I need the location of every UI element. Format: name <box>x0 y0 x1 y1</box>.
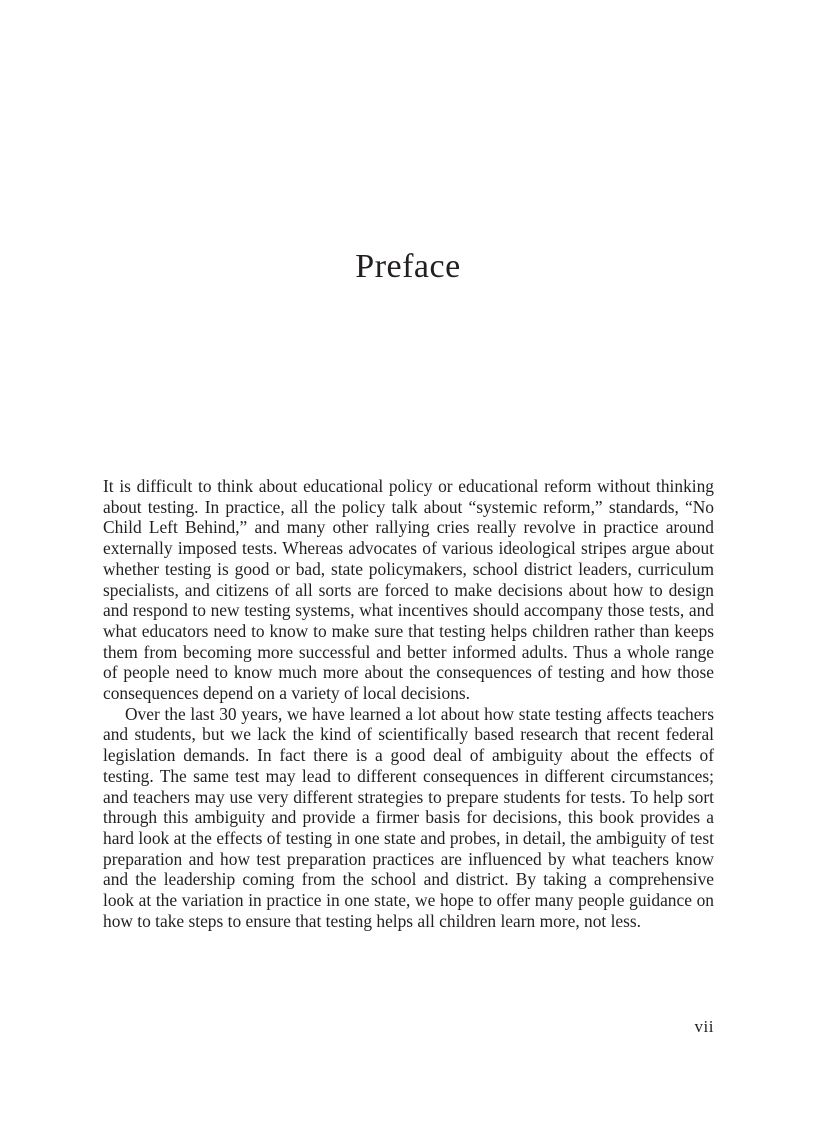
paragraph-2: Over the last 30 years, we have learned a lot about how state testing affects teachers and students, but we lack the kind of scientifically based research that recent federal legislation demands. In fact there is a good deal of ambiguity about the effects of testing. The same test may lead to different consequences in different circumstances; and teachers may use very different strategies to prepare students for tests. To help sort through this ambiguity and provide a firmer basis for decisions, this book provides a hard look at the effects of testing in one state and probes, in detail, the ambiguity of test preparation and how test preparation practices are influenced by what teachers know and the leadership coming from the school and district. By taking a comprehensive look at the variation in practice in one state, we hope to offer many people guidance on how to take steps to ensure that testing helps all children learn more, not less. <box>103 703 714 931</box>
page-number: vii <box>694 1017 714 1036</box>
paragraph-1: It is difficult to think about educational policy or educational reform without thinking about testing. In practice, all the policy talk about “systemic reform,” standards, “No Child Left Behind,” and many other rallying cries really revolve in practice around externally imposed tests. Whereas advocates of various ideological stripes argue about whether testing is good or bad, state policymakers, school district leaders, curriculum specialists, and citizens of all sorts are forced to make decisions about how to design and respond to new testing systems, what incentives should accompany those tests, and what educators need to know to make sure that testing helps children rather than keeps them from becoming more successful and better informed adults. Thus a whole range of people need to know much more about the consequences of testing and how those consequences depend on a variety of local decisions. <box>103 476 714 704</box>
preface-body <box>103 476 714 931</box>
page-title: Preface <box>355 248 461 285</box>
